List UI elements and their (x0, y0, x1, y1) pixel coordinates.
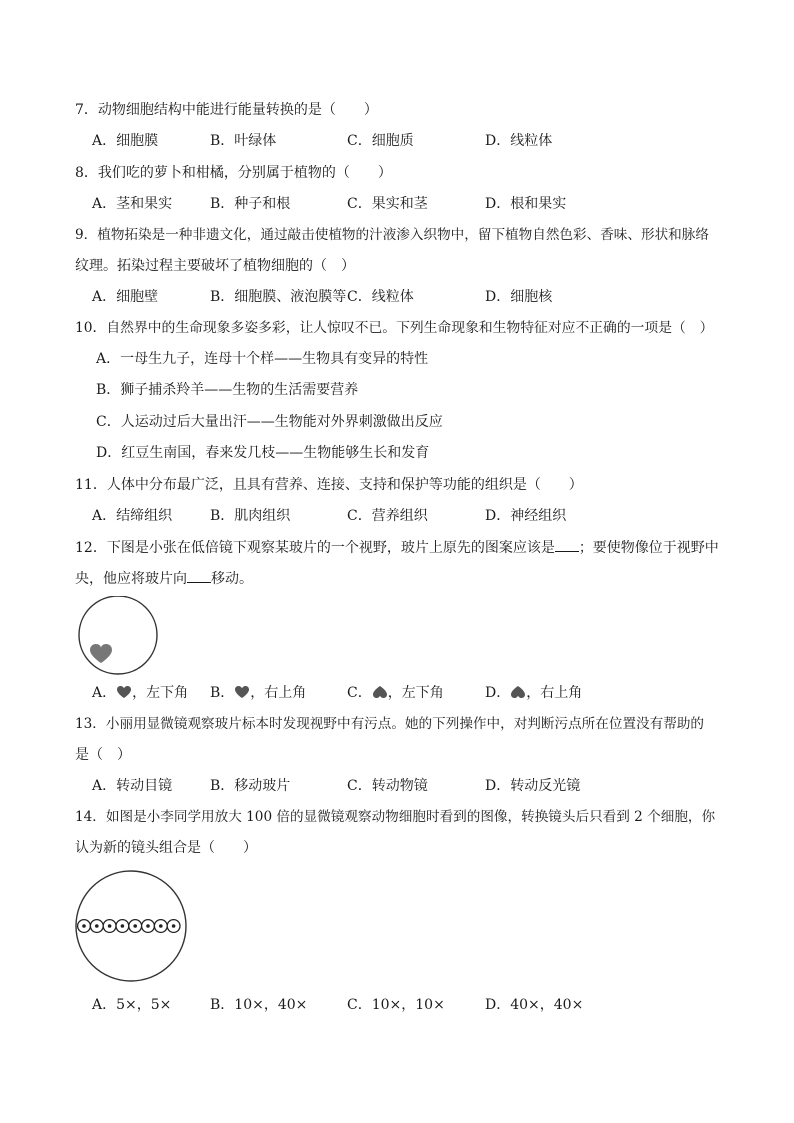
q10-option-c[interactable]: C．人运动过后大量出汗——生物能对外界刺激做出反应 (96, 414, 443, 430)
q12-option-d[interactable]: D． ，右上角 (485, 685, 583, 701)
q7-option-d[interactable]: D．线粒体 (485, 133, 553, 149)
q14-option-d[interactable]: D．40×，40× (485, 997, 584, 1013)
view-field-circle (79, 596, 157, 674)
q14-option-b[interactable]: B．10×，40× (210, 997, 308, 1013)
q13-option-c[interactable]: C．转动物镜 (347, 778, 428, 794)
q11-option-c[interactable]: C．营养组织 (347, 508, 428, 524)
q12-stem-line2 (75, 568, 253, 589)
q12-blank-1[interactable] (555, 537, 579, 552)
q12-option-b[interactable]: B． ，右上角 (210, 685, 307, 701)
q13-stem-line1: 13．小丽用显微镜观察玻片标本时发现视野中有污点。她的下列操作中，对判断污点所在位置没有帮助的 (75, 716, 705, 732)
q7-option-a[interactable]: A．细胞膜 (92, 133, 159, 149)
q14-stem-line2: 认为新的镜头组合是（ ） (75, 840, 257, 856)
q12-options (92, 683, 712, 703)
cell-nucleus (108, 924, 112, 928)
q12-stem-line2-part1: 央，他应将玻片向 (75, 571, 187, 587)
q9-stem-line2: 纹理。拓染过程主要破坏了植物细胞的（ ） (75, 258, 355, 274)
cell-nucleus (133, 924, 137, 928)
q9-option-c[interactable]: C．线粒体 (347, 289, 414, 305)
q12-microscope-view-figure (76, 596, 162, 676)
q8-stem: 8．我们吃的萝卜和柑橘，分别属于植物的（ ） (75, 165, 392, 181)
q10-option-a[interactable]: A．一母生九子，连母十个样——生物具有变异的特性 (96, 351, 429, 367)
q7-option-c[interactable]: C．细胞质 (347, 133, 414, 149)
q14-options (92, 995, 712, 1015)
q14-microscope-view-figure (75, 870, 190, 985)
heart-icon (116, 685, 132, 699)
q13-option-a[interactable]: A．转动目镜 (92, 778, 173, 794)
q11-stem: 11．人体中分布最广泛，且具有营养、连接、支持和保护等功能的组织是（ ） (75, 477, 583, 493)
q14-stem-line1: 14．如图是小李同学用放大 100 倍的显微镜观察动物细胞时看到的图像，转换镜头后只看到 2 个细胞，你 (75, 809, 716, 825)
cell-nucleus (159, 924, 163, 928)
q14-option-c[interactable]: C．10×，10× (347, 997, 445, 1013)
heart-icon (234, 685, 250, 699)
q9-options (92, 287, 712, 307)
q12-blank-2[interactable] (187, 568, 211, 583)
q10-option-b[interactable]: B．狮子捕杀羚羊——生物的生活需要营养 (96, 382, 359, 398)
q8-option-c[interactable]: C．果实和茎 (347, 196, 428, 212)
q11-option-a[interactable]: A．结缔组织 (92, 508, 173, 524)
q8-options (92, 194, 712, 214)
cell-row (78, 920, 180, 933)
q13-option-d[interactable]: D．转动反光镜 (485, 778, 581, 794)
q8-option-d[interactable]: D．根和果实 (485, 196, 567, 212)
cell-nucleus (121, 924, 125, 928)
cell-nucleus (82, 924, 86, 928)
inverted-heart-icon (372, 685, 388, 699)
q9-stem-line1: 9．植物拓染是一种非遗文化，通过敲击使植物的汁液渗入织物中，留下植物自然色彩、香味、形状和脉络 (75, 227, 709, 243)
q8-option-a[interactable]: A．茎和果实 (92, 196, 173, 212)
q11-option-b[interactable]: B．肌肉组织 (210, 508, 291, 524)
q10-option-d[interactable]: D．红豆生南国，春来发几枝——生物能够生长和发育 (96, 445, 430, 461)
q12-option-c[interactable]: C． ，左下角 (347, 685, 444, 701)
q13-options (92, 776, 712, 796)
q12-stem-part2: ；要使物像位于视野中 (578, 540, 719, 556)
q14-option-a[interactable]: A．5×，5× (92, 997, 172, 1013)
q10-stem: 10．自然界中的生命现象多姿多彩，让人惊叹不已。下列生命现象和生物特征对应不正确的一项是（ ） (75, 320, 714, 336)
q12-stem-line1 (75, 537, 719, 558)
heart-icon (90, 644, 112, 663)
q9-option-b[interactable]: B．细胞膜、液泡膜等 (210, 289, 347, 305)
cell-nucleus (95, 924, 99, 928)
q11-option-d[interactable]: D．神经组织 (485, 508, 567, 524)
q7-option-b[interactable]: B．叶绿体 (210, 133, 277, 149)
q7-options (92, 131, 712, 151)
q13-stem-line2: 是（ ） (75, 747, 131, 763)
q11-options (92, 506, 712, 526)
cell-nucleus (172, 924, 176, 928)
q12-stem-part1: 12．下图是小张在低倍镜下观察某玻片的一个视野，玻片上原先的图案应该是 (75, 540, 555, 556)
q9-option-a[interactable]: A．细胞壁 (92, 289, 159, 305)
q12-option-a[interactable]: A． ，左下角 (92, 685, 189, 701)
q13-option-b[interactable]: B．移动玻片 (210, 778, 291, 794)
q12-stem-line2-part2: 移动。 (211, 571, 253, 587)
q8-option-b[interactable]: B．种子和根 (210, 196, 291, 212)
q7-stem: 7．动物细胞结构中能进行能量转换的是（ ） (75, 102, 378, 118)
inverted-heart-icon (510, 685, 526, 699)
q9-option-d[interactable]: D．细胞核 (485, 289, 553, 305)
cell-nucleus (146, 924, 150, 928)
